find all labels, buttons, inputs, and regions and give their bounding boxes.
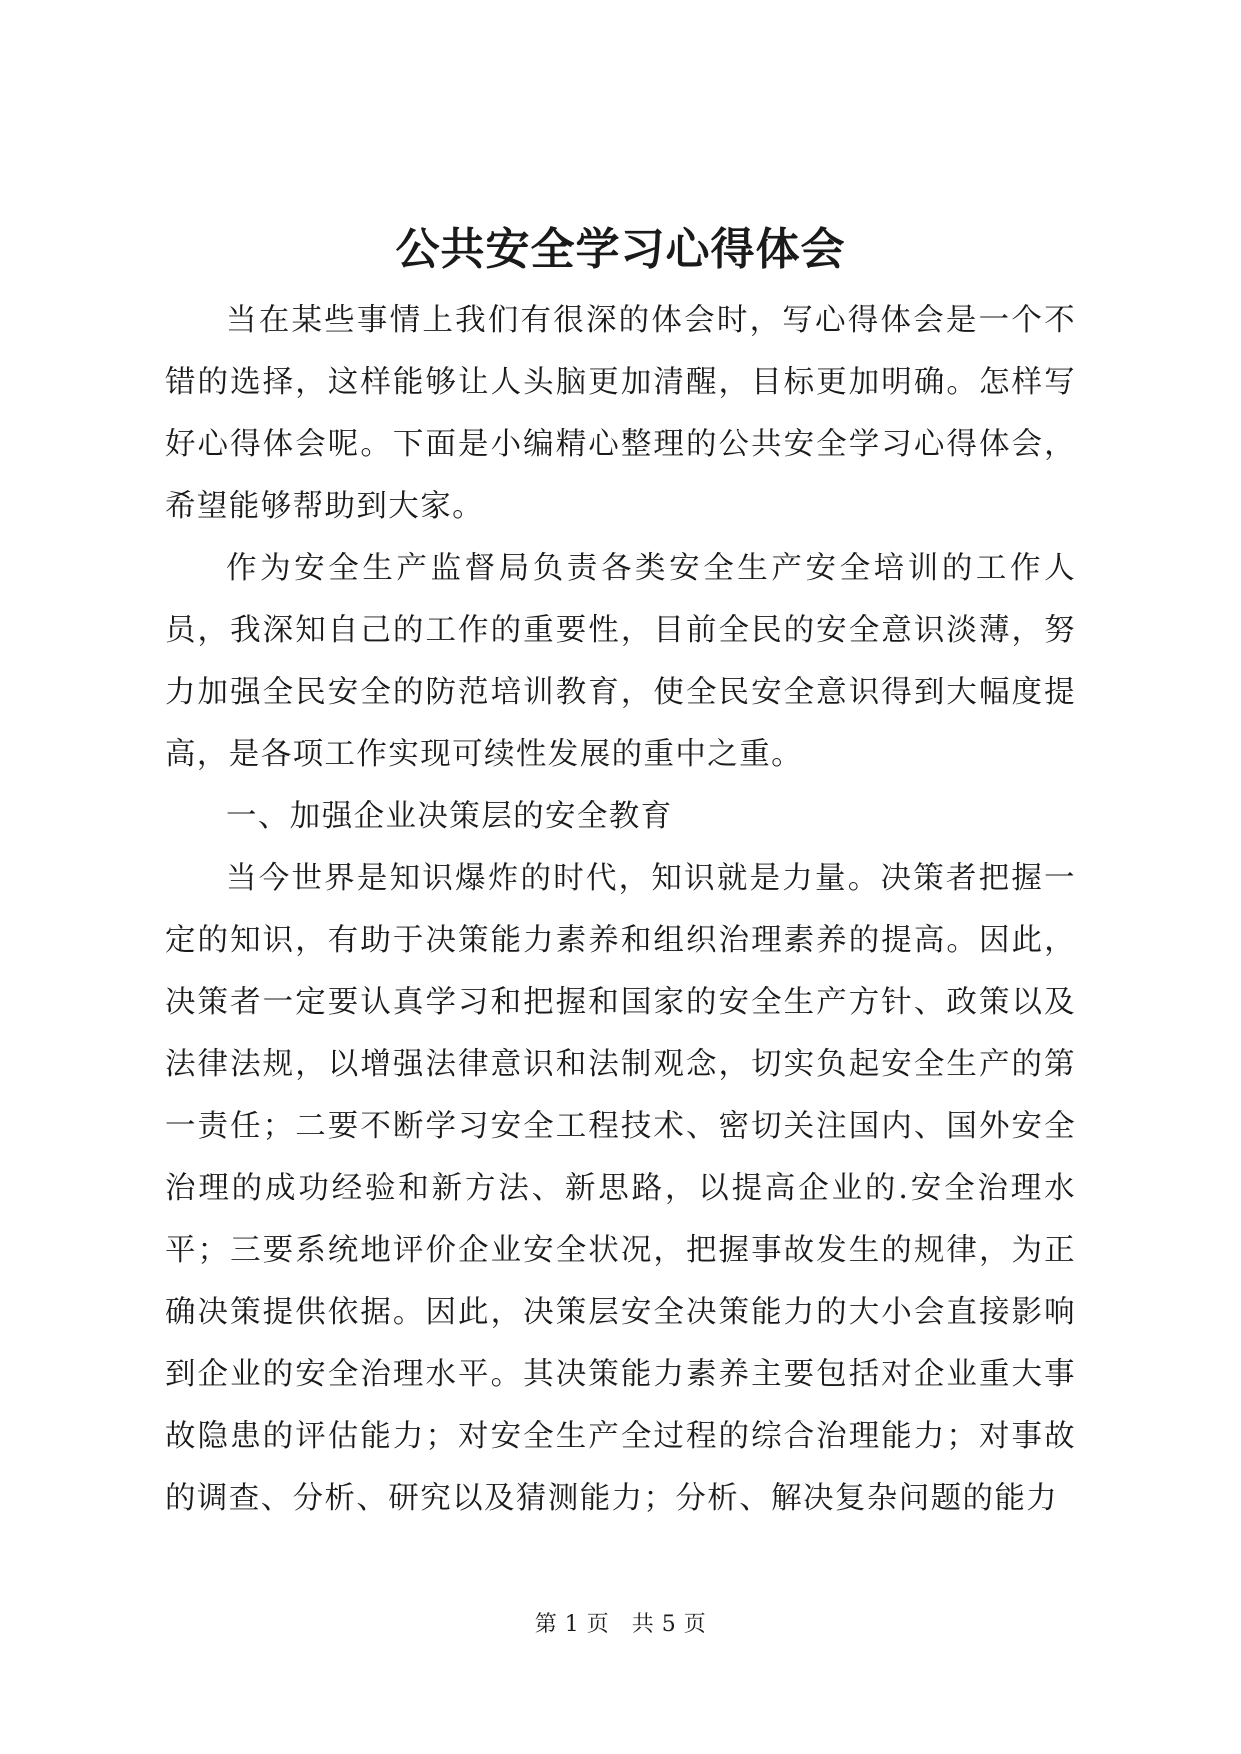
page-footer	[0, 1610, 1241, 1640]
paragraph-role: 作为安全生产监督局负责各类安全生产安全培训的工作人员，我深知自己的工作的重要性，目前全民的安全意识淡薄，努力加强全民安全的防范培训教育，使全民安全意识得到大幅度提高，是各项工作实现可续性发展的重中之重。	[165, 551, 1076, 772]
paragraph-intro: 当在某些事情上我们有很深的体会时，写心得体会是一个不错的选择，这样能够让人头脑更加清醒，目标更加明确。怎样写好心得体会呢。下面是小编精心整理的公共安全学习心得体会，希望能够帮助到大家。	[165, 303, 1076, 524]
document-body	[165, 290, 1076, 1530]
page-number: 第 1 页 共 5 页	[534, 1612, 707, 1637]
document-title: 公共安全学习心得体会	[395, 224, 846, 275]
paragraph-section-1: 当今世界是知识爆炸的时代，知识就是力量。决策者把握一定的知识，有助于决策能力素养和组织治理素养的提高。因此，决策者一定要认真学习和把握和国家的安全生产方针、政策以及法律法规，以增强法律意识和法制观念，切实负起安全生产的第一责任；二要不断学习安全工程技术、密切关注国内、国外安全治理的成功经验和新方法、新思路，以提高企业的.安全治理水平；三要系统地评价企业安全状况，把握事故发生的规律，为正确决策提供依据。因此，决策层安全决策能力的大小会直接影响到企业的安全治理水平。其决策能力素养主要包括对企业重大事故隐患的评估能力；对安全生产全过程的综合治理能力；对事故的调查、分析、研究以及猜测能力；分析、解决复杂问题的能力	[165, 861, 1076, 1516]
section-heading-1: 一、加强企业决策层的安全教育	[226, 799, 673, 834]
